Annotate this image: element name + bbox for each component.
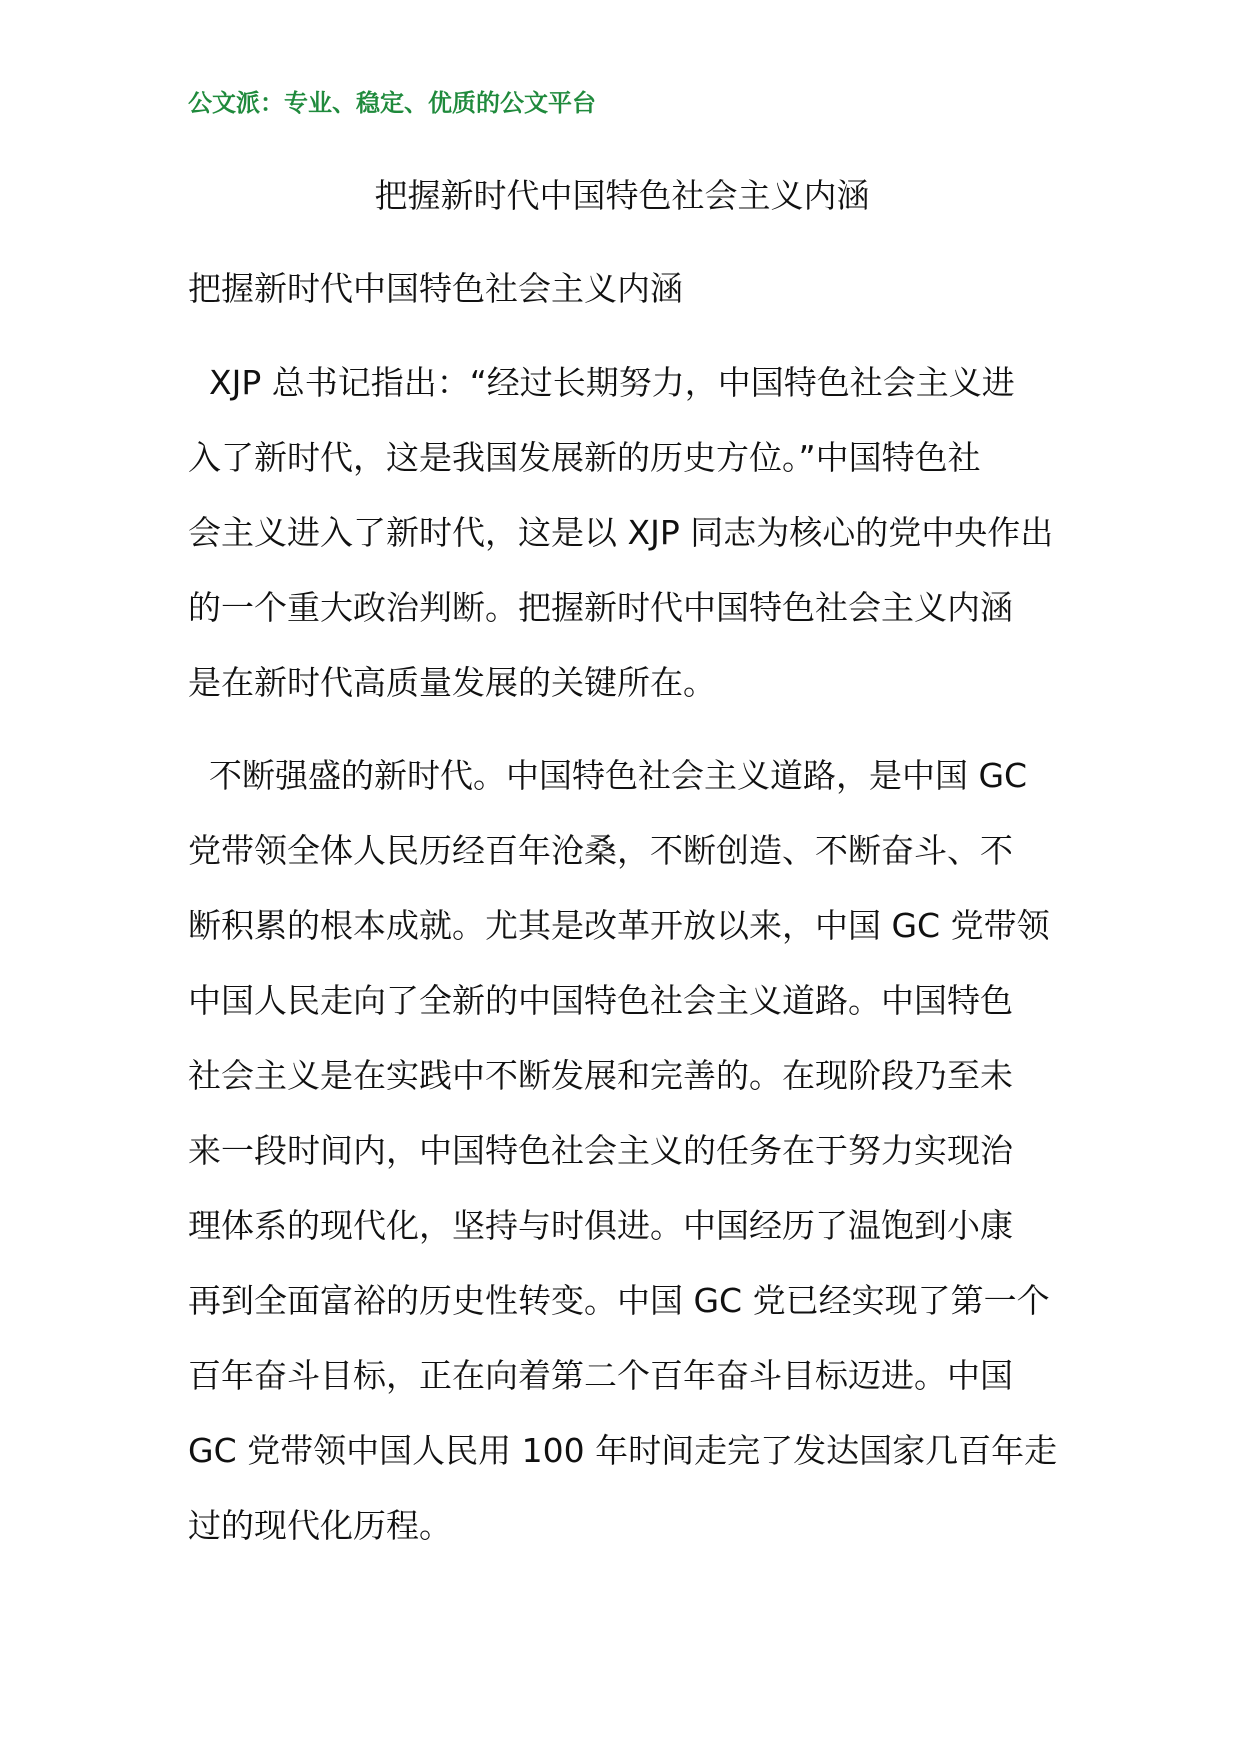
paragraph-line: 的一个重大政治判断。把握新时代中国特色社会主义内涵 [188, 588, 1013, 627]
paragraph-line: 来一段时间内，中国特色社会主义的任务在于努力实现治 [188, 1131, 1013, 1170]
paragraph-line: 党带领全体人民历经百年沧桑，不断创造、不断奋斗、不 [188, 831, 1013, 870]
paragraph-line: 会主义进入了新时代，这是以 XJP 同志为核心的党中央作出 [188, 513, 1054, 552]
paragraph-line: 断积累的根本成就。尤其是改革开放以来，中国 GC 党带领 [188, 906, 1050, 945]
document-subtitle: 把握新时代中国特色社会主义内涵 [188, 269, 683, 308]
paragraph-line: 中国人民走向了全新的中国特色社会主义道路。中国特色 [188, 981, 1013, 1020]
paragraph-line: 是在新时代高质量发展的关键所在。 [188, 663, 716, 702]
paragraph-line: 再到全面富裕的历史性转变。中国 GC 党已经实现了第一个 [188, 1281, 1050, 1320]
paragraph-line: GC 党带领中国人民用 100 年时间走完了发达国家几百年走 [188, 1431, 1058, 1470]
paragraph-line: 过的现代化历程。 [188, 1506, 452, 1545]
paragraph-line: 理体系的现代化，坚持与时俱进。中国经历了温饱到小康 [188, 1206, 1013, 1245]
paragraph-line: 百年奋斗目标，正在向着第二个百年奋斗目标迈进。中国 [188, 1356, 1013, 1395]
paragraph-2 [188, 738, 1068, 1563]
paragraph-line: XJP 总书记指出：“经过长期努力，中国特色社会主义进 [188, 363, 1015, 402]
watermark-banner: 公文派：专业、稳定、优质的公文平台 [188, 89, 596, 117]
paragraph-line: 不断强盛的新时代。中国特色社会主义道路，是中国 GC [188, 756, 1028, 795]
paragraph-line: 入了新时代，这是我国发展新的历史方位。”中国特色社 [188, 438, 981, 477]
paragraph-line: 社会主义是在实践中不断发展和完善的。在现阶段乃至未 [188, 1056, 1013, 1095]
document-title: 把握新时代中国特色社会主义内涵 [374, 176, 870, 215]
paragraph-1 [188, 345, 1068, 720]
